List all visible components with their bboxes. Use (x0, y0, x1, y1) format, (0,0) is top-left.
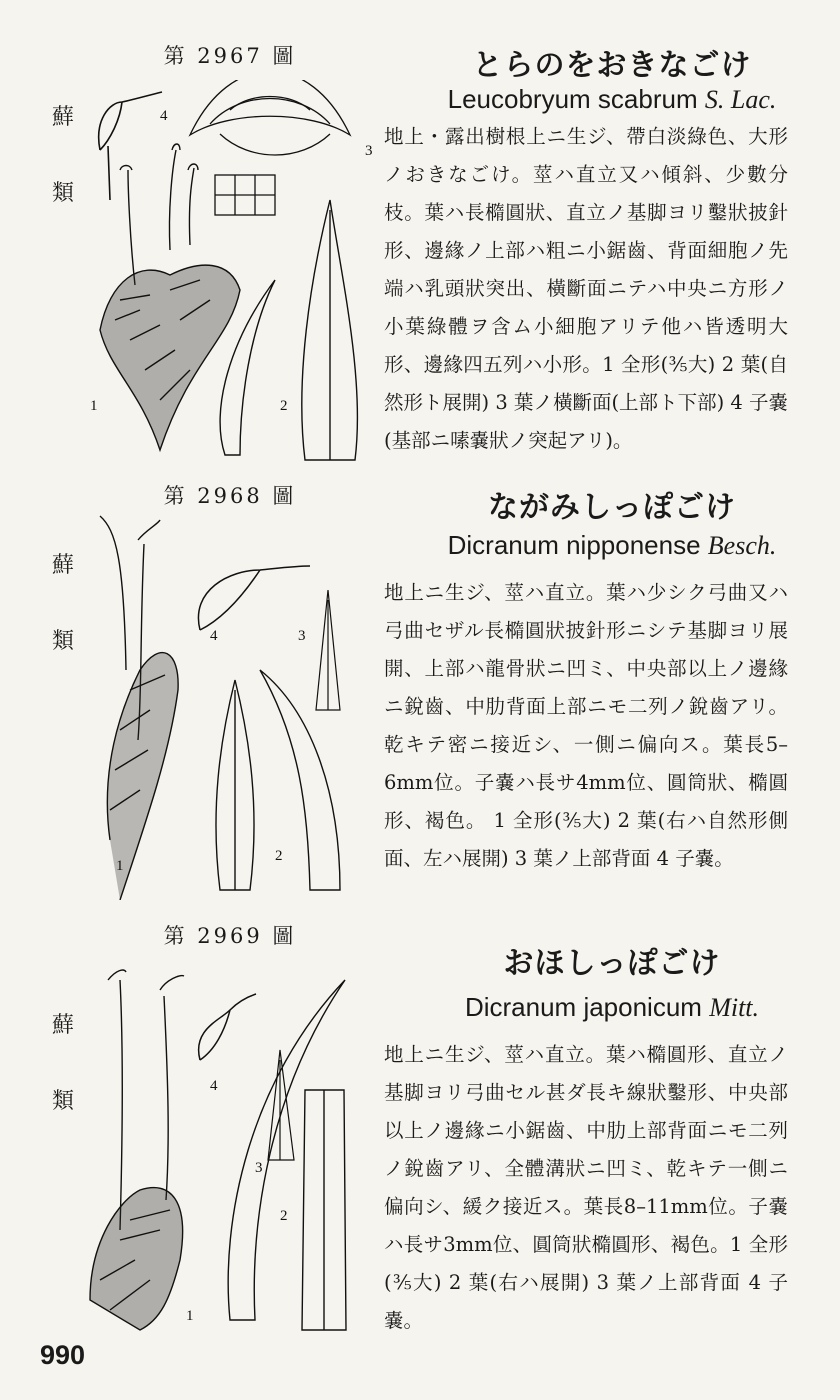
capsule-drawing (99, 92, 162, 200)
leaf-cross-section-drawing (190, 80, 350, 215)
figure-label: 第 2967 圖 (163, 44, 297, 68)
figure-label: 第 2969 圖 (163, 924, 297, 948)
japanese-name: おほしっぽごけ (503, 946, 721, 981)
fig-label-2: 2 (275, 848, 283, 864)
japanese-name: とらのをおきなごけ (472, 48, 752, 83)
scientific-name: Dicranum japonicum Mitt. (464, 992, 760, 1022)
leaf-drawing (228, 980, 346, 1330)
description: 地上ニ生ジ、莖ハ直立。葉ハ少シク弓曲又ハ弓曲セザル長橢圓狀披針形ニシテ基脚ヨリ展開、上部ハ龍骨狀ニ凹ミ、中央部以上ノ邊緣ニ銳齒、中肋背面上部ニモ二列ノ銳齒アリ。乾キテ密ニ接近シ、一側ニ偏向ス。葉長5–6mm位。子嚢ハ長サ4mm位、圓筒狀、橢圓形、褐色。 1 全形(⅗大) 2 葉(右ハ自然形側面、左ハ展開) 3 葉ノ上部背面 4 子嚢。 (384, 581, 788, 870)
capsule-drawing (198, 566, 310, 630)
scientific-name: Dicranum nipponense Besch. (447, 530, 777, 560)
description: 地上ニ生ジ、莖ハ直立。葉ハ橢圓形、直立ノ基脚ヨリ弓曲セル甚ダ長キ線狀鑿形、中央部以上ノ邊緣ニ小鋸齒、中肋上部背面ニモ二列ノ銳齒アリ、全體溝狀ニ凹ミ、乾キテ一側ニ偏向シ、緩ク接近ス。葉長8–11mm位。子嚢ハ長サ3mm位、圓筒狀橢圓形、褐色。1 全形(⅗大) 2 葉(右ハ展開) 3 葉ノ上部背面 4 子嚢。 (384, 1043, 788, 1332)
category-label: 蘚 類 (52, 105, 75, 206)
page-number: 990 (40, 1340, 86, 1370)
fig-label-3: 3 (365, 143, 373, 159)
illustration-2967 (80, 80, 380, 465)
category-label: 蘚 類 (52, 553, 75, 654)
category-label: 蘚 類 (52, 1013, 75, 1114)
illustration-2969 (80, 960, 380, 1340)
figure-label: 第 2968 圖 (163, 484, 297, 508)
fig-label-2: 2 (280, 398, 288, 414)
capsule-drawing (199, 994, 256, 1060)
japanese-name: ながみしっぽごけ (488, 490, 736, 525)
illustration-2968 (80, 510, 380, 900)
whole-plant-drawing (90, 970, 184, 1330)
fig-label-3: 3 (298, 628, 306, 644)
fig-label-4: 4 (210, 1078, 218, 1094)
fig-label-1: 1 (186, 1308, 194, 1324)
fig-label-4: 4 (160, 108, 168, 124)
fig-label-1: 1 (90, 398, 98, 414)
fig-label-2: 2 (280, 1208, 288, 1224)
leaf-tip-drawing (316, 590, 340, 710)
scientific-name: Leucobryum scabrum S. Lac. (447, 84, 777, 114)
description: 地上・露出樹根上ニ生ジ、帶白淡綠色、大形ノおきなごけ。莖ハ直立又ハ傾斜、少數分枝。葉ハ長橢圓狀、直立ノ基脚ヨリ鑿狀披針形、邊緣ノ上部ハ粗ニ小鋸齒、背面細胞ノ先端ハ乳頭狀突出、橫斷面ニテハ中央ニ方形ノ小葉綠體ヲ含ム小細胞アリテ他ハ皆透明大形、邊緣四五列ハ小形。1 全形(⅗大) 2 葉(自然形ト展開) 3 葉ノ橫斷面(上部ト下部) 4 子嚢(基部ニ嗉嚢狀ノ突起アリ)。 (384, 125, 788, 452)
leaf-drawing (220, 200, 357, 460)
whole-plant-drawing (100, 516, 178, 900)
whole-plant-drawing (100, 144, 240, 450)
fig-label-4: 4 (210, 628, 218, 644)
fig-label-1: 1 (116, 858, 124, 874)
fig-label-3: 3 (255, 1160, 263, 1176)
